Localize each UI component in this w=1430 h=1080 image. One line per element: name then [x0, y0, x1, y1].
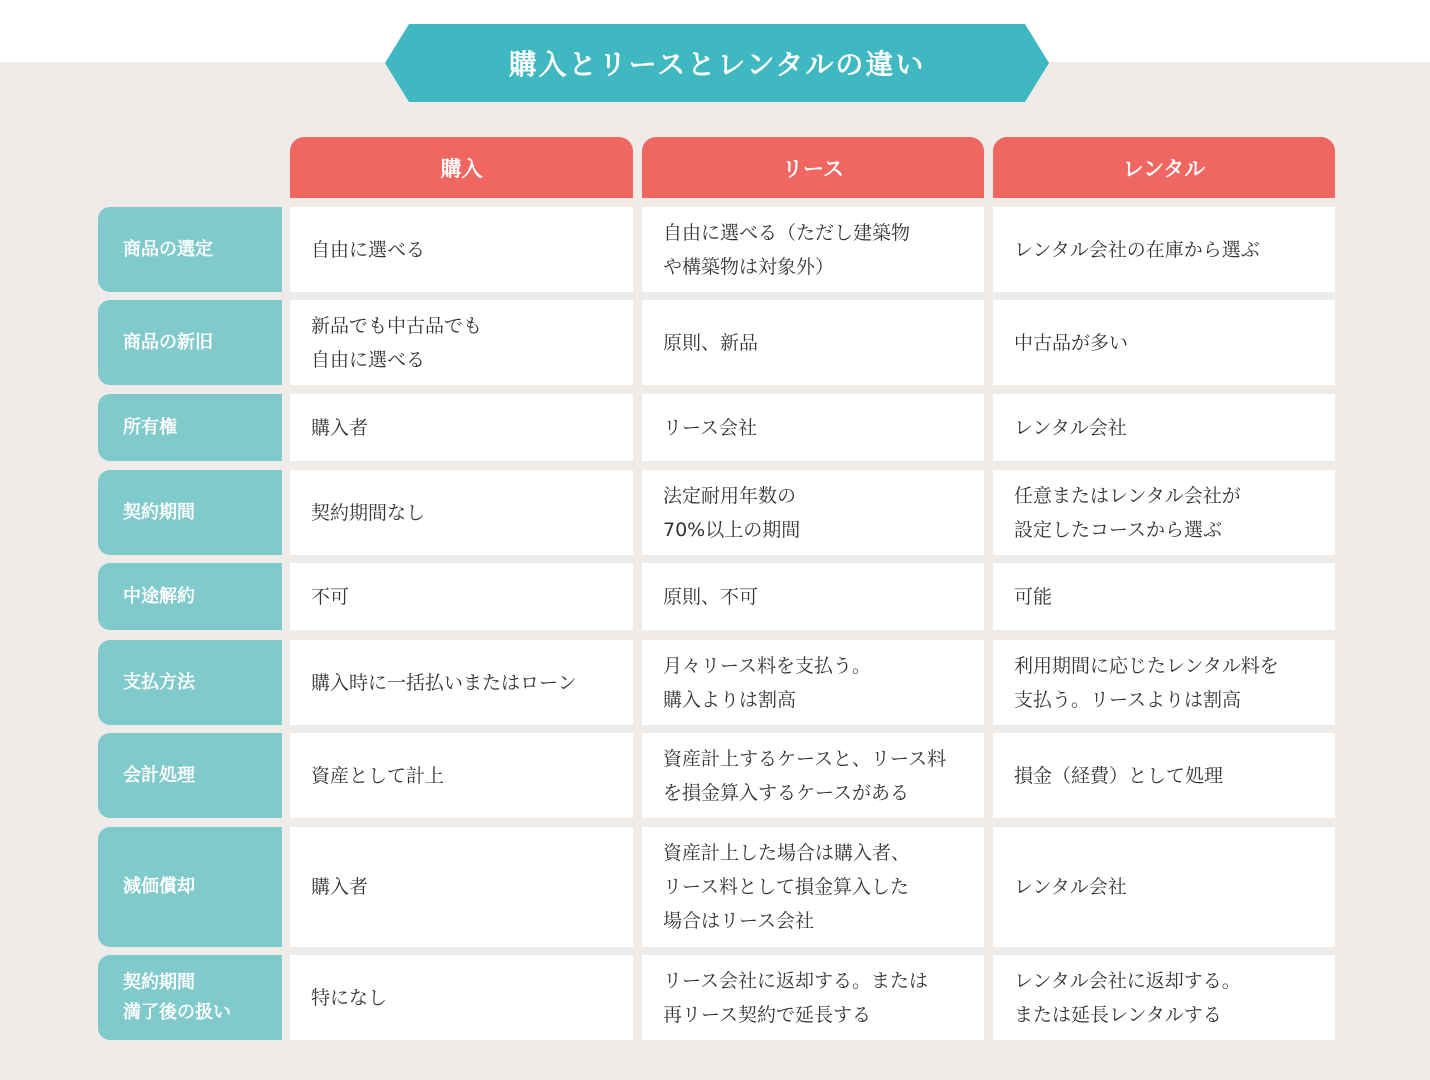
table-cell: 利用期間に応じたレンタル料を 支払う。リースよりは割高 [993, 640, 1335, 725]
column-header-2: リース [642, 137, 984, 198]
table-cell: 可能 [993, 563, 1335, 630]
table-cell: 任意またはレンタル会社が 設定したコースから選ぶ [993, 470, 1335, 555]
table-cell: 契約期間なし [290, 470, 633, 555]
table-cell: 購入者 [290, 827, 633, 947]
row-label-4: 契約期間 [98, 470, 282, 555]
row-label-2: 商品の新旧 [98, 300, 282, 385]
table-cell: 損金（経費）として処理 [993, 733, 1335, 818]
table-cell: 特になし [290, 955, 633, 1040]
column-header-3: レンタル [993, 137, 1335, 198]
row-label-7: 会計処理 [98, 733, 282, 818]
table-cell: 資産計上した場合は購入者、 リース料として損金算入した 場合はリース会社 [642, 827, 984, 947]
table-cell: リース会社に返却する。または 再リース契約で延長する [642, 955, 984, 1040]
table-cell: 原則、新品 [642, 300, 984, 385]
table-cell: 原則、不可 [642, 563, 984, 630]
table-cell: 購入者 [290, 394, 633, 461]
table-cell: 月々リース料を支払う。 購入よりは割高 [642, 640, 984, 725]
row-label-6: 支払方法 [98, 640, 282, 725]
table-cell: リース会社 [642, 394, 984, 461]
table-cell: 資産計上するケースと、リース料 を損金算入するケースがある [642, 733, 984, 818]
table-cell: レンタル会社 [993, 827, 1335, 947]
table-cell: 自由に選べる [290, 207, 633, 292]
table-cell: 不可 [290, 563, 633, 630]
column-header-1: 購入 [290, 137, 633, 198]
table-cell: レンタル会社に返却する。 または延長レンタルする [993, 955, 1335, 1040]
row-label-3: 所有権 [98, 394, 282, 461]
table-cell: 資産として計上 [290, 733, 633, 818]
row-label-9: 契約期間 満了後の扱い [98, 955, 282, 1040]
table-cell: 中古品が多い [993, 300, 1335, 385]
table-cell: 自由に選べる（ただし建築物 や構築物は対象外） [642, 207, 984, 292]
table-cell: レンタル会社の在庫から選ぶ [993, 207, 1335, 292]
page-title: 購入とリースとレンタルの違い [508, 48, 926, 81]
row-label-5: 中途解約 [98, 563, 282, 630]
table-cell: 法定耐用年数の 70%以上の期間 [642, 470, 984, 555]
table-cell: 購入時に一括払いまたはローン [290, 640, 633, 725]
table-cell: レンタル会社 [993, 394, 1335, 461]
title-banner [385, 24, 1049, 102]
table-cell: 新品でも中古品でも 自由に選べる [290, 300, 633, 385]
row-label-1: 商品の選定 [98, 207, 282, 292]
row-label-8: 減価償却 [98, 827, 282, 947]
